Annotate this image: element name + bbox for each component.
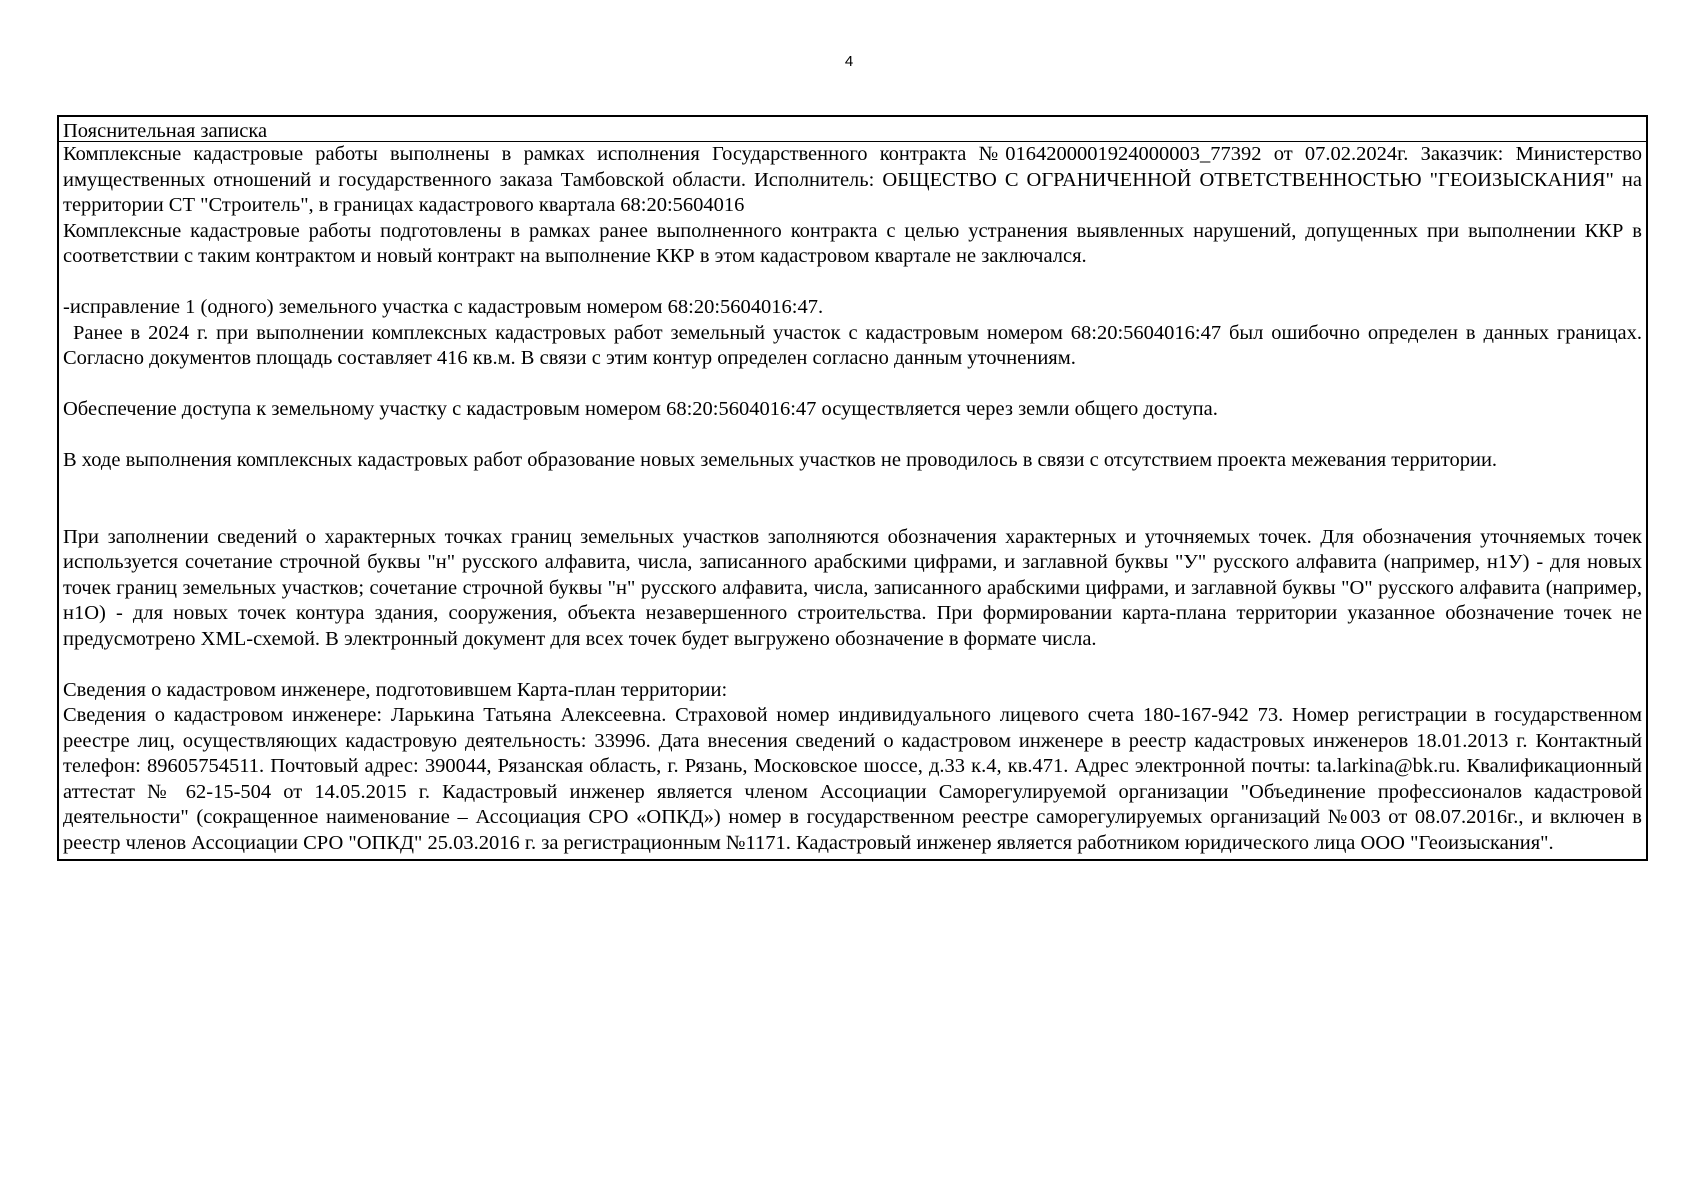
page-number: 4 [844, 53, 854, 70]
blank-line [63, 372, 1642, 398]
explanatory-note-title: Пояснительная записка [59, 117, 1646, 142]
blank-line [63, 652, 1642, 678]
paragraph-engineer-details: Сведения о кадастровом инженере: Ларькина Татьяна Алексеевна. Страховой номер индивидуального лицевого счета 180-167-942 73. Номер регистрации в государственном реестре лиц, осуществляющих кадастровую деятельность: 33996. Дата внесения сведений о кадастровом инженере в реестр кадастровых инженеров 18.01.2013 г. Контактный телефон: 89605754511. Почтовый адрес: 390044, Рязанская область, г. Рязань, Московское шоссе, д.33 к.4, кв.471. Адрес электронной почты: ta.larkina@bk.ru. Квалификационный аттестат № 62-15-504 от 14.05.2015 г. Кадастровый инженер является членом Ассоциации Саморегулируемой организации "Объединение профессионалов кадастровой деятельности" (сокращенное наименование – Ассоциация СРО «ОПКД») номер в государственном реестре саморегулируемых организаций №003 от 08.07.2016г., и включен в реестр членов Ассоциации СРО "ОПКД" 25.03.2016 г. за регистрационным №1171. Кадастровый инженер является работником юридического лица ООО "Геоизыскания". [63, 704, 1642, 854]
explanatory-note-body [59, 142, 1646, 859]
paragraph-point-designations: При заполнении сведений о характерных точках границ земельных участков заполняются обозначения характерных и уточняемых точек. Для обозначения уточняемых точек используется сочетание строчной буквы "н" русского алфавита, числа, записанного арабскими цифрами, и заглавной буквы "У" русского алфавита (например, н1У) - для новых точек границ земельных участков; сочетание строчной буквы "н" русского алфавита, числа, записанного арабскими цифрами, и заглавной буквы "О" русского алфавита (например, н1О) - для новых точек контура здания, сооружения, объекта незавершенного строительства. При формировании карта-плана территории указанное обозначение точек не предусмотрено XML-схемой. В электронный документ для всех точек будет выгружено обозначение в формате числа. [63, 525, 1642, 650]
paragraph-contract: Комплексные кадастровые работы выполнены в рамках исполнения Государственного контракта №0164200001924000003_77392 от 07.02.2024г. Заказчик: Министерство имущественных отношений и государственного заказа Тамбовской области. Исполнитель: ОБЩЕСТВО С ОГРАНИЧЕННОЙ ОТВЕТСТВЕННОСТЬЮ "ГЕОИЗЫСКАНИЯ" на территории СТ "Строитель", в границах кадастрового квартала 68:20:5604016 [63, 143, 1642, 216]
paragraph-earlier-error: Ранее в 2024 г. при выполнении комплексных кадастровых работ земельный участок с кадастровым номером 68:20:5604016:47 был ошибочно определен в данных границах. Согласно документов площадь составляет 416 кв.м. В связи с этим контур определен согласно данным уточнениям. [63, 321, 1642, 369]
paragraph-no-new-parcels: В ходе выполнения комплексных кадастровых работ образование новых земельных участков не проводилось в связи с отсутствием проекта межевания территории. [63, 449, 1498, 471]
paragraph-access: Обеспечение доступа к земельному участку с кадастровым номером 68:20:5604016:47 осуществляется через земли общего доступа. [63, 398, 1218, 420]
paragraph-engineer-heading: Сведения о кадастровом инженере, подготовившем Карта-план территории: [63, 678, 728, 701]
paragraph-prepared: Комплексные кадастровые работы подготовлены в рамках ранее выполненного контракта с целью устранения выявленных нарушений, допущенных при выполнении ККР в соответствии с таким контрактом и новый контракт на выполнение ККР в этом кадастровом квартале не заключался. [63, 219, 1642, 267]
blank-line [63, 270, 1642, 296]
blank-line [63, 423, 1642, 449]
blank-line [63, 474, 1642, 500]
explanatory-note-table [57, 115, 1648, 861]
blank-line [63, 499, 1642, 525]
paragraph-correction: -исправление 1 (одного) земельного участка с кадастровым номером 68:20:5604016:47. [63, 296, 824, 318]
